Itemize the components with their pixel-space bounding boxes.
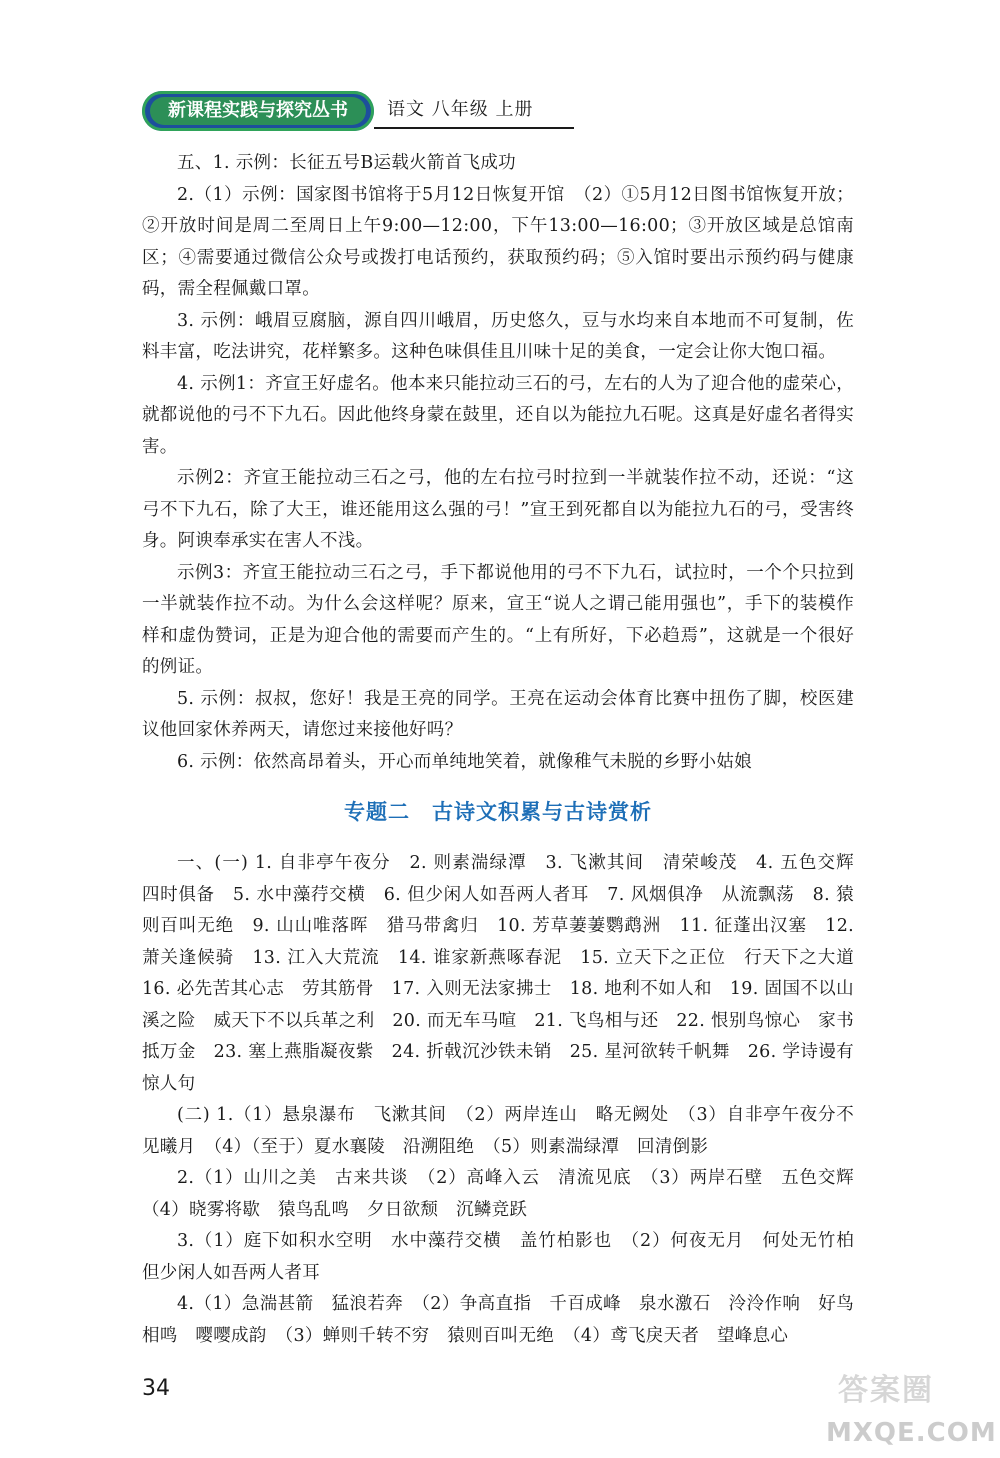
answer-paragraph: 2.（1）山川之美 古来共谈 （2）高峰入云 清流见底 （3）两岸石壁 五色交辉 （4）晓雾将歇 猿鸟乱鸣 夕日欲颓 沉鳞竞跃	[142, 1168, 872, 1220]
answer-paragraph: 4. 示例1：齐宣王好虚名。他本来只能拉动三石的弓，左右的人为了迎合他的虚荣心，就都说他的弓不下九石。因此他终身蒙在鼓里，还自以为能拉九石呢。这真是好虚名者得实害。	[142, 373, 854, 457]
watermark-logo: 答案圈	[838, 1373, 934, 1408]
answer-paragraph: 示例2：齐宣王能拉动三石之弓，他的左右拉弓时拉到一半就装作拉不动，还说：“这弓不下九石，除了大王，谁还能用这么强的弓！”宣王到死都自以为能拉九石的弓，受害终身。阿谀奉承实在害人不浅。	[142, 468, 854, 551]
answer-paragraph: 3.（1）庭下如积水空明 水中藻荇交横 盖竹柏影也 （2）何夜无月 何处无竹柏 但少闲人如吾两人者耳	[142, 1231, 872, 1283]
answer-paragraph: 示例3：齐宣王能拉动三石之弓，手下都说他用的弓不下九石，试拉时，一个个只拉到一半就装作拉不动。为什么会这样呢？原来，宣王“说人之谓己能用强也”，手下的装模作样和虚伪赞词，正是为迎合他的需要而产生的。“上有所好，下必趋焉”，这就是一个很好的例证。	[142, 562, 854, 677]
answer-content	[142, 148, 872, 1352]
answer-paragraph: 5. 示例：叔叔，您好！我是王亮的同学。王亮在运动会体育比赛中扭伤了脚，校医建议他回家休养两天，请您过来接他好吗？	[142, 688, 854, 740]
page-number: 34	[142, 1376, 170, 1401]
series-badge	[142, 91, 374, 131]
answer-paragraph: 4.（1）急湍甚箭 猛浪若奔 （2）争高直指 千百成峰 泉水激石 泠泠作响 好鸟相鸣 嘤嘤成韵 （3）蝉则千转不穷 猿则百叫无绝 （4）鸢飞戾天者 望峰息心	[142, 1294, 854, 1346]
section-title: 专题二 古诗文积累与古诗赏析	[344, 800, 652, 824]
answer-paragraph: 3. 示例：峨眉豆腐脑，源自四川峨眉，历史悠久，豆与水均来自本地而不可复制，佐料丰富，吃法讲究，花样繁多。这种色味俱佳且川味十足的美食，一定会让你大饱口福。	[142, 310, 854, 362]
answer-paragraph: (二) 1.（1）悬泉瀑布 飞漱其间 （2）两岸连山 略无阙处 （3）自非亭午夜分不见曦月 （4）（至于）夏水襄陵 沿溯阻绝 （5）则素湍绿潭 回清倒影	[142, 1105, 854, 1157]
book-info: 语文 八年级 上册	[387, 99, 534, 120]
page-header	[142, 91, 582, 131]
series-title: 新课程实践与探究丛书	[168, 100, 348, 121]
answer-paragraph: 五、1. 示例：长征五号B运载火箭首飞成功	[177, 153, 516, 173]
answer-paragraph: 6. 示例：依然高昂着头，开心而单纯地笑着，就像稚气未脱的乡野小姑娘	[177, 751, 752, 772]
answer-paragraph: 2.（1）示例：国家图书馆将于5月12日恢复开馆 （2）①5月12日图书馆恢复开放；②开放时间是周二至周日上午9:00—12:00，下午13:00—16:00；③开放区域是总馆南区；④需要通过微信公众号或拨打电话预约，获取预约码；⑤入馆时要出示预约码与健康码，需全程佩戴口罩。	[142, 184, 854, 299]
answer-paragraph: 一、(一) 1. 自非亭午夜分 2. 则素湍绿潭 3. 飞漱其间 清荣峻茂 4. 五色交辉 四时俱备 5. 水中藻荇交横 6. 但少闲人如吾两人者耳 7. 风烟俱净 从流飘荡 8. 猿则百叫无绝 9. 山山唯落晖 猎马带禽归 10. 芳草萋萋鹦鹉洲 11. 征蓬出汉塞 12. 萧关逢候骑 13. 江入大荒流 14. 谁家新燕啄春泥 15. 立天下之正位 行天下之大道 16. 必先苦其心志 劳其筋骨 17. 入则无法家拂士 18. 地利不如人和 19. 固国不以山溪之险 威天下不以兵革之利 20. 而无车马喧 21. 飞鸟相与还 22. 恨别鸟惊心 家书抵万金 23. 塞上燕脂凝夜紫 24. 折戟沉沙铁未销 25. 星河欲转千帆舞 26. 学诗谩有惊人句	[142, 853, 872, 1094]
header-underline	[374, 127, 574, 129]
watermark-url: MXQE.COM	[826, 1418, 997, 1448]
